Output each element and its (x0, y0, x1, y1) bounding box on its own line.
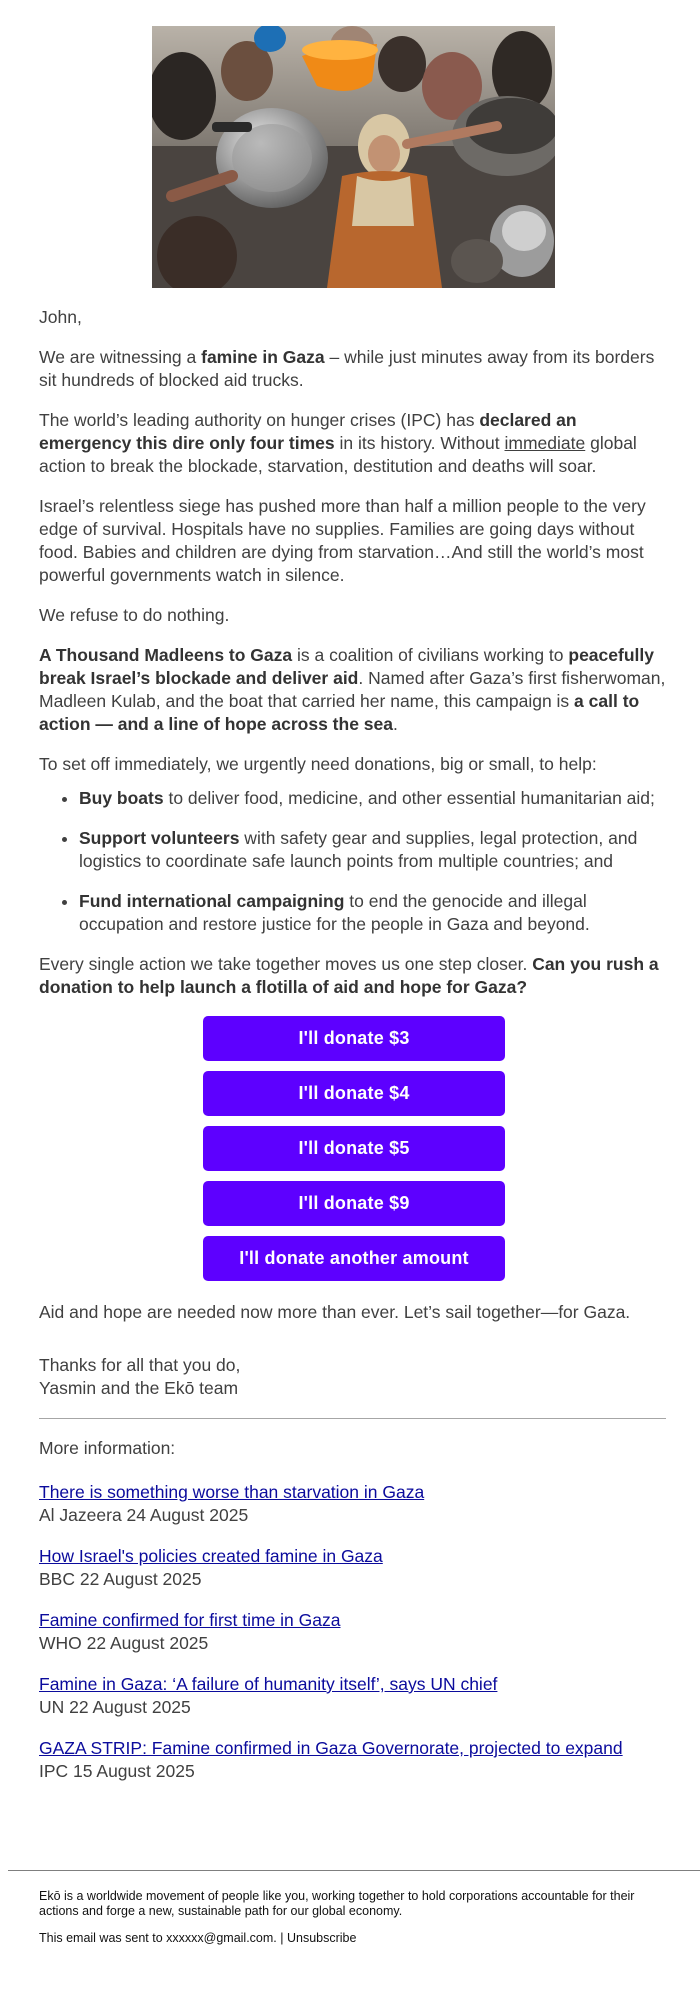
signoff-team: Yasmin and the Ekō team (39, 1378, 239, 1398)
article-link-aljazeera[interactable]: There is something worse than starvation in Gaza (39, 1482, 425, 1502)
sent-prefix: This email was sent to (39, 1931, 167, 1945)
list-item: • Fund international campaigning to end the genocide and illegal occupation and restore justice for the people in Gaza and beyond. (79, 890, 669, 936)
article-link-who[interactable]: Famine confirmed for first time in Gaza (39, 1610, 341, 1630)
article-link-un[interactable]: Famine in Gaza: ‘A failure of humanity itself’, says UN chief (39, 1674, 498, 1694)
donate-buttons (39, 1016, 669, 1291)
list-item (39, 1545, 669, 1591)
help-list (39, 787, 669, 936)
divider (39, 1418, 666, 1419)
paragraph-coalition: A Thousand Madleens to Gaza is a coalition of civilians working to peacefully break Israel’s blockade and deliver aid. Named after Gaza’s first fisherwoman, Madleen Kulab, and the boat that carried her name, this campaign is a call to action — and a line of hope across the sea. (39, 645, 666, 734)
list-item (39, 1609, 669, 1655)
signoff (39, 1354, 669, 1400)
footer-about: Ekō is a worldwide movement of people like you, working together to hold corporations accountable for their actions and forge a new, sustainable path for our global economy. (39, 1889, 635, 1918)
article-source: IPC 15 August 2025 (39, 1761, 195, 1781)
footer-separator: . | (273, 1931, 287, 1945)
signoff-thanks: Thanks for all that you do, (39, 1355, 241, 1375)
article-link-ipc[interactable]: GAZA STRIP: Famine confirmed in Gaza Governorate, projected to expand (39, 1738, 623, 1758)
email-body (39, 306, 669, 1801)
article-link-bbc[interactable]: How Israel's policies created famine in Gaza (39, 1546, 383, 1566)
donate-5-button[interactable]: I'll donate $5 (203, 1126, 505, 1171)
list-item (39, 1737, 669, 1783)
list-item (39, 1673, 669, 1719)
paragraph-siege: Israel’s relentless siege has pushed more than half a million people to the very edge of survival. Hospitals have no supplies. Families are going days without food. Babies and children are dying from starvation…And still the world’s most powerful governments watch in silence. (39, 496, 646, 585)
unsubscribe-link[interactable]: Unsubscribe (286, 1931, 357, 1945)
list-item (39, 1481, 669, 1527)
recipient-email: xxxxxx@gmail.com (166, 1931, 274, 1945)
donate-3-button[interactable]: I'll donate $3 (203, 1016, 505, 1061)
more-info-label: More information: (39, 1438, 176, 1458)
article-source: WHO 22 August 2025 (39, 1633, 209, 1653)
paragraph-sail-together: Aid and hope are needed now more than ever. Let’s sail together—for Gaza. (39, 1302, 631, 1322)
paragraph-ipc: The world’s leading authority on hunger crises (IPC) has declared an emergency this dire only four times in its history. Without immediate global action to break the blockade, starvation, destitution and deaths will soar. (39, 410, 637, 476)
list-item: • Buy boats to deliver food, medicine, and other essential humanitarian aid; (79, 787, 669, 810)
article-source: UN 22 August 2025 (39, 1697, 191, 1717)
donate-4-button[interactable]: I'll donate $4 (203, 1071, 505, 1116)
list-item: • Support volunteers with safety gear and supplies, legal protection, and logistics to coordinate safe launch points from multiple countries; and (79, 827, 669, 873)
paragraph-refuse: We refuse to do nothing. (39, 605, 230, 625)
paragraph-donations-intro: To set off immediately, we urgently need donations, big or small, to help: (39, 754, 597, 774)
donate-other-amount-button[interactable]: I'll donate another amount (203, 1236, 505, 1281)
article-source: BBC 22 August 2025 (39, 1569, 202, 1589)
donate-9-button[interactable]: I'll donate $9 (203, 1181, 505, 1226)
hero-photo-illustration (152, 26, 555, 288)
greeting: John, (39, 307, 82, 327)
article-source: Al Jazeera 24 August 2025 (39, 1505, 249, 1525)
footer (39, 1889, 669, 1958)
paragraph-famine: We are witnessing a famine in Gaza – while just minutes away from its borders sit hundreds of blocked aid trucks. (39, 347, 655, 390)
footer-divider (8, 1870, 700, 1871)
paragraph-call-to-action: Every single action we take together moves us one step closer. Can you rush a donation to help launch a flotilla of aid and hope for Gaza? (39, 954, 659, 997)
hero-image (152, 26, 555, 288)
footer-sent-to (39, 1931, 669, 1946)
